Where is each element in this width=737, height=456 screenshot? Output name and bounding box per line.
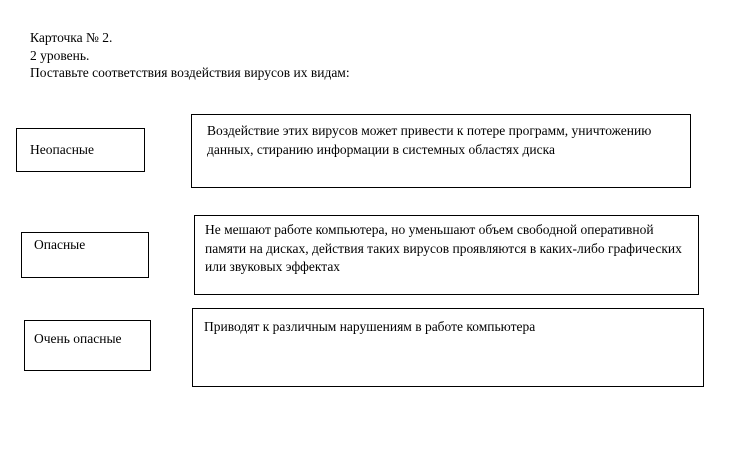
card-title: Карточка № 2. — [30, 30, 113, 45]
virus-type-label: Неопасные — [30, 142, 94, 157]
level-label: 2 уровень. — [30, 47, 90, 63]
description-text: Не мешают работе компьютера, но уменьшают объем свободной оперативной памяти на дисках, действия таких вирусов проявляются в каких-либо графических или звуковых эффектах — [205, 222, 682, 274]
virus-type-box-3[interactable] — [24, 320, 151, 371]
card-header — [30, 29, 350, 82]
virus-type-box-2[interactable] — [21, 232, 149, 278]
description-box-1[interactable] — [191, 114, 691, 188]
virus-type-label: Очень опасные — [34, 331, 122, 346]
description-box-3[interactable] — [192, 308, 704, 387]
task-instruction: Поставьте соответствия воздействия вирусов их видам: — [30, 65, 350, 80]
description-text: Воздействие этих вирусов может привести к потере программ, уничтожению данных, стиранию информации в системных областях диска — [207, 123, 652, 157]
description-text: Приводят к различным нарушениям в работе компьютера — [204, 319, 536, 334]
virus-type-box-1[interactable] — [16, 128, 145, 172]
virus-type-label: Опасные — [34, 237, 86, 252]
description-box-2[interactable] — [194, 215, 699, 295]
